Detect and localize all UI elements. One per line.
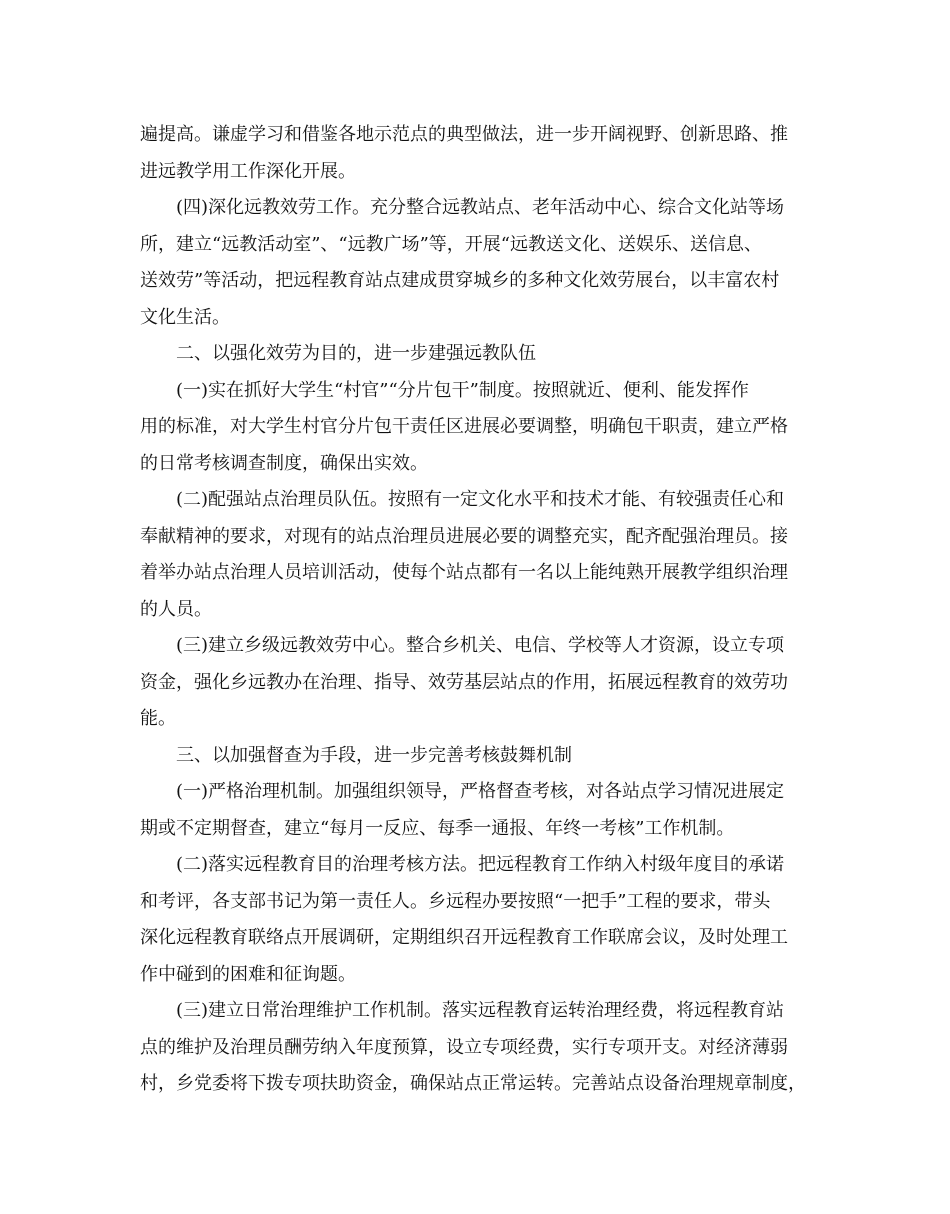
text-line: 进远教学用工作深化开展。 xyxy=(140,160,356,182)
text-line: 用的标准，对大学生村官分片包干责任区进展必要调整，明确包干职责，建立严格 xyxy=(140,416,788,437)
text-line: 资金，强化乡远教办在治理、指导、效劳基层站点的作用，拓展远程教育的效劳功 xyxy=(140,671,788,693)
text-line: (一)严格治理机制。加强组织领导，严格督查考核，对各站点学习情况进展定 xyxy=(176,781,785,802)
text-line: 送效劳”等活动，把远程教育站点建成贯穿城乡的多种文化效劳展台，以丰富农村 xyxy=(140,270,780,291)
text-line: (一)实在抓好大学生“村官”“分片包干”制度。按照就近、便利、能发挥作 xyxy=(176,379,749,401)
text-line: 三、以加强督查为手段，进一步完善考核鼓舞机制 xyxy=(176,744,572,766)
text-line: 和考评，各支部书记为第一责任人。乡远程办要按照“一把手”工程的要求，带头 xyxy=(140,890,771,912)
text-line: (二)落实远程教育目的治理考核方法。把远程教育工作纳入村级年度目的承诺 xyxy=(176,854,785,875)
text-line: 所，建立“远教活动室”、“远教广场”等，开展“远教送文化、送娱乐、送信息、 xyxy=(140,233,763,255)
text-line: 深化远程教育联络点开展调研，定期组织召开远程教育工作联席会议，及时处理工 xyxy=(140,927,788,948)
text-line: 遍提高。谦虚学习和借鉴各地示范点的典型做法，进一步开阔视野、创新思路、推 xyxy=(140,124,788,145)
text-line: 着举办站点治理人员培训活动，使每个站点都有一名以上能纯熟开展教学组织治理 xyxy=(140,562,788,583)
text-line: 二、以强化效劳为目的，进一步建强远教队伍 xyxy=(176,343,536,364)
text-line: 期或不定期督查，建立“每月一反应、每季一通报、年终一考核”工作机制。 xyxy=(140,817,735,839)
document-body xyxy=(140,117,820,1103)
text-line: 的人员。 xyxy=(140,598,212,620)
text-line: 作中碰到的困难和征询题。 xyxy=(140,963,356,985)
text-line: (三)建立日常治理维护工作机制。落实远程教育运转治理经费，将远程教育站 xyxy=(176,1000,785,1021)
text-line: (二)配强站点治理员队伍。按照有一定文化水平和技术才能、有较强责任心和 xyxy=(176,489,785,510)
text-line: 点的维护及治理员酬劳纳入年度预算，设立专项经费，实行专项开支。对经济薄弱 xyxy=(140,1036,788,1058)
text-line: 的日常考核调查制度，确保出实效。 xyxy=(140,452,428,474)
text-line: (四)深化远教效劳工作。充分整合远教站点、老年活动中心、综合文化站等场 xyxy=(176,197,785,218)
text-line: 村，乡党委将下拨专项扶助资金，确保站点正常运转。完善站点设备治理规章制度， xyxy=(140,1073,806,1094)
text-line: (三)建立乡级远教效劳中心。整合乡机关、电信、学校等人才资源，设立专项 xyxy=(176,635,785,656)
text-line: 文化生活。 xyxy=(140,306,230,328)
text-line: 奉献精神的要求，对现有的站点治理员进展必要的调整充实，配齐配强治理员。接 xyxy=(140,525,788,547)
text-line: 能。 xyxy=(140,708,176,729)
